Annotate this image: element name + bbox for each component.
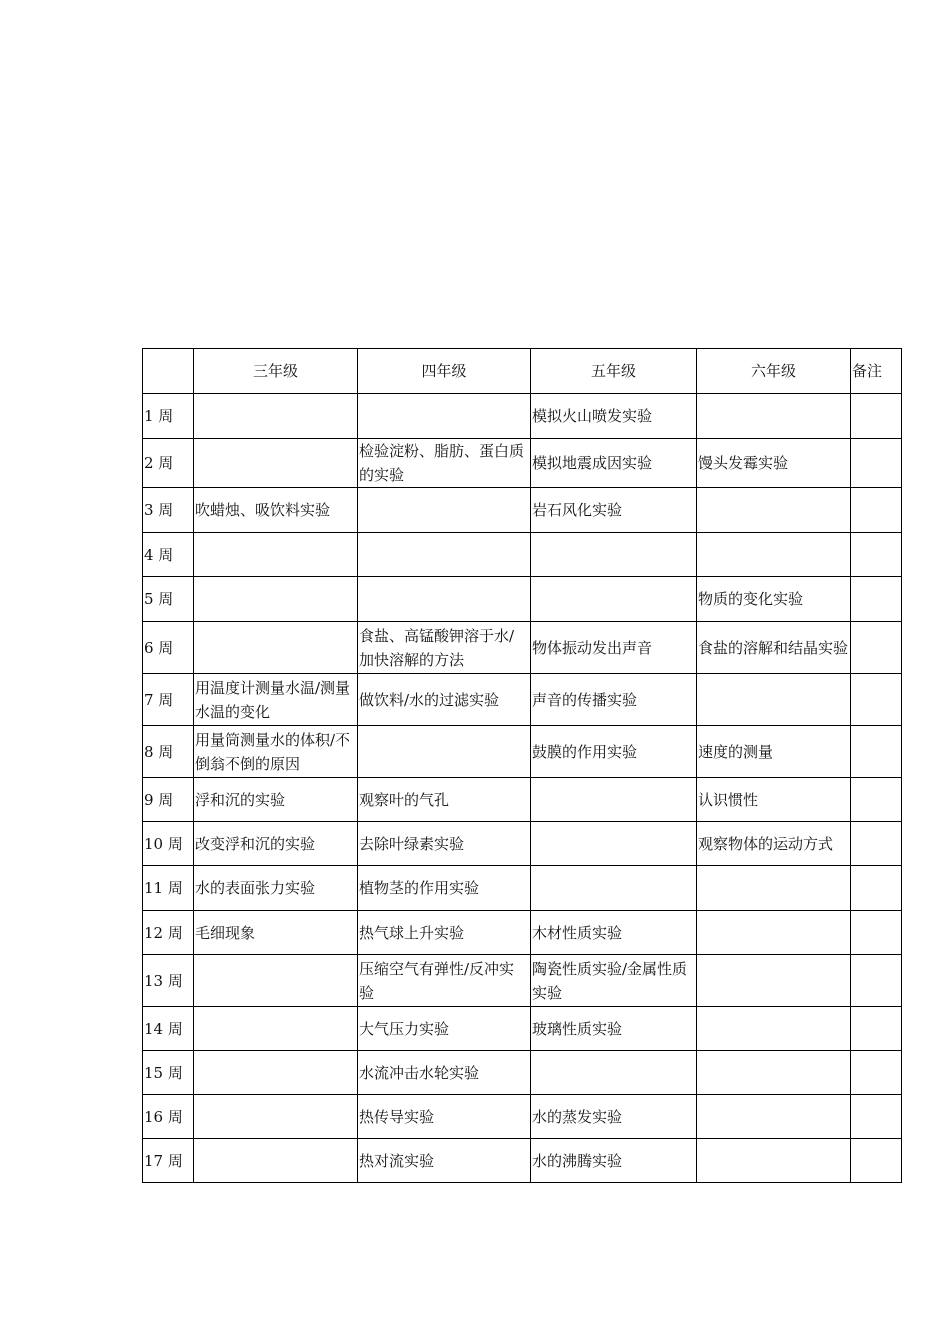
- table-row: [143, 622, 902, 674]
- table-row: [143, 866, 902, 911]
- grade-6-cell: 馒头发霉实验: [697, 439, 851, 488]
- grade-6-cell: 食盐的溶解和结晶实验: [697, 622, 851, 674]
- grade-3-cell: [194, 577, 358, 622]
- grade-5-cell: 木材性质实验: [531, 911, 697, 955]
- grade-5-cell: 玻璃性质实验: [531, 1007, 697, 1051]
- week-cell: 14 周: [143, 1007, 194, 1051]
- notes-cell: [851, 726, 902, 778]
- week-cell: 3 周: [143, 488, 194, 533]
- grade-4-cell: 观察叶的气孔: [358, 778, 531, 822]
- notes-cell: [851, 822, 902, 866]
- table-row: [143, 577, 902, 622]
- grade-3-cell: [194, 1095, 358, 1139]
- grade-3-cell: 改变浮和沉的实验: [194, 822, 358, 866]
- grade-3-cell: [194, 955, 358, 1007]
- grade-4-cell: 植物茎的作用实验: [358, 866, 531, 911]
- week-cell: 7 周: [143, 674, 194, 726]
- grade-3-cell: [194, 533, 358, 577]
- grade-6-cell: 速度的测量: [697, 726, 851, 778]
- week-cell: 11 周: [143, 866, 194, 911]
- week-cell: 13 周: [143, 955, 194, 1007]
- notes-cell: [851, 533, 902, 577]
- notes-cell: [851, 911, 902, 955]
- grade-5-cell: 鼓膜的作用实验: [531, 726, 697, 778]
- grade-5-cell: [531, 1051, 697, 1095]
- grade-4-cell: 去除叶绿素实验: [358, 822, 531, 866]
- grade-4-cell: [358, 488, 531, 533]
- grade-5-cell: 模拟火山喷发实验: [531, 394, 697, 439]
- week-cell: 8 周: [143, 726, 194, 778]
- week-cell: 6 周: [143, 622, 194, 674]
- grade-5-cell: [531, 866, 697, 911]
- notes-cell: [851, 439, 902, 488]
- header-grade-4: 四年级: [358, 349, 531, 394]
- table-row: [143, 911, 902, 955]
- grade-4-cell: 大气压力实验: [358, 1007, 531, 1051]
- table-row: [143, 674, 902, 726]
- header-week: [143, 349, 194, 394]
- notes-cell: [851, 778, 902, 822]
- grade-5-cell: 岩石风化实验: [531, 488, 697, 533]
- grade-6-cell: [697, 955, 851, 1007]
- table-row: [143, 726, 902, 778]
- grade-4-cell: [358, 726, 531, 778]
- grade-5-cell: [531, 778, 697, 822]
- grade-6-cell: 观察物体的运动方式: [697, 822, 851, 866]
- grade-4-cell: 热传导实验: [358, 1095, 531, 1139]
- grade-3-cell: [194, 394, 358, 439]
- table-row: [143, 955, 902, 1007]
- grade-4-cell: 压缩空气有弹性/反冲实验: [358, 955, 531, 1007]
- grade-4-cell: 热对流实验: [358, 1139, 531, 1183]
- notes-cell: [851, 394, 902, 439]
- grade-3-cell: 用温度计测量水温/测量水温的变化: [194, 674, 358, 726]
- week-cell: 5 周: [143, 577, 194, 622]
- header-grade-6: 六年级: [697, 349, 851, 394]
- table-row: [143, 1051, 902, 1095]
- table-row: [143, 1095, 902, 1139]
- table-row: [143, 488, 902, 533]
- grade-4-cell: 检验淀粉、脂肪、蛋白质的实验: [358, 439, 531, 488]
- notes-cell: [851, 622, 902, 674]
- grade-4-cell: 食盐、高锰酸钾溶于水/加快溶解的方法: [358, 622, 531, 674]
- week-cell: 16 周: [143, 1095, 194, 1139]
- week-cell: 17 周: [143, 1139, 194, 1183]
- grade-3-cell: 毛细现象: [194, 911, 358, 955]
- grade-3-cell: [194, 1051, 358, 1095]
- grade-6-cell: [697, 866, 851, 911]
- grade-3-cell: 用量筒测量水的体积/不倒翁不倒的原因: [194, 726, 358, 778]
- table-row: [143, 533, 902, 577]
- notes-cell: [851, 1139, 902, 1183]
- week-cell: 4 周: [143, 533, 194, 577]
- grade-6-cell: [697, 1095, 851, 1139]
- grade-3-cell: 浮和沉的实验: [194, 778, 358, 822]
- header-grade-5: 五年级: [531, 349, 697, 394]
- grade-5-cell: 陶瓷性质实验/金属性质实验: [531, 955, 697, 1007]
- grade-4-cell: 热气球上升实验: [358, 911, 531, 955]
- table-body: [143, 394, 902, 1183]
- notes-cell: [851, 674, 902, 726]
- grade-3-cell: 水的表面张力实验: [194, 866, 358, 911]
- notes-cell: [851, 1051, 902, 1095]
- grade-4-cell: [358, 394, 531, 439]
- notes-cell: [851, 488, 902, 533]
- table-row: [143, 1139, 902, 1183]
- grade-3-cell: 吹蜡烛、吸饮料实验: [194, 488, 358, 533]
- grade-5-cell: 模拟地震成因实验: [531, 439, 697, 488]
- grade-5-cell: 水的沸腾实验: [531, 1139, 697, 1183]
- grade-4-cell: 做饮料/水的过滤实验: [358, 674, 531, 726]
- grade-3-cell: [194, 1139, 358, 1183]
- grade-4-cell: 水流冲击水轮实验: [358, 1051, 531, 1095]
- grade-6-cell: [697, 533, 851, 577]
- table-row: [143, 822, 902, 866]
- week-cell: 2 周: [143, 439, 194, 488]
- week-cell: 12 周: [143, 911, 194, 955]
- table-row: [143, 439, 902, 488]
- grade-6-cell: [697, 911, 851, 955]
- table-row: [143, 1007, 902, 1051]
- grade-6-cell: 认识惯性: [697, 778, 851, 822]
- grade-6-cell: [697, 394, 851, 439]
- week-cell: 10 周: [143, 822, 194, 866]
- week-cell: 9 周: [143, 778, 194, 822]
- header-grade-3: 三年级: [194, 349, 358, 394]
- grade-5-cell: 物体振动发出声音: [531, 622, 697, 674]
- notes-cell: [851, 577, 902, 622]
- grade-6-cell: [697, 1051, 851, 1095]
- table-row: [143, 778, 902, 822]
- header-notes: 备注: [851, 349, 902, 394]
- grade-5-cell: 水的蒸发实验: [531, 1095, 697, 1139]
- notes-cell: [851, 1007, 902, 1051]
- grade-6-cell: 物质的变化实验: [697, 577, 851, 622]
- table-header-row: [143, 349, 902, 394]
- week-cell: 15 周: [143, 1051, 194, 1095]
- grade-5-cell: 声音的传播实验: [531, 674, 697, 726]
- grade-6-cell: [697, 1139, 851, 1183]
- grade-6-cell: [697, 674, 851, 726]
- grade-3-cell: [194, 439, 358, 488]
- table-row: [143, 394, 902, 439]
- grade-5-cell: [531, 822, 697, 866]
- grade-3-cell: [194, 1007, 358, 1051]
- week-cell: 1 周: [143, 394, 194, 439]
- grade-5-cell: [531, 577, 697, 622]
- grade-3-cell: [194, 622, 358, 674]
- grade-4-cell: [358, 577, 531, 622]
- notes-cell: [851, 955, 902, 1007]
- notes-cell: [851, 1095, 902, 1139]
- grade-6-cell: [697, 1007, 851, 1051]
- grade-6-cell: [697, 488, 851, 533]
- notes-cell: [851, 866, 902, 911]
- grade-5-cell: [531, 533, 697, 577]
- grade-4-cell: [358, 533, 531, 577]
- experiment-schedule-table: [142, 348, 902, 1183]
